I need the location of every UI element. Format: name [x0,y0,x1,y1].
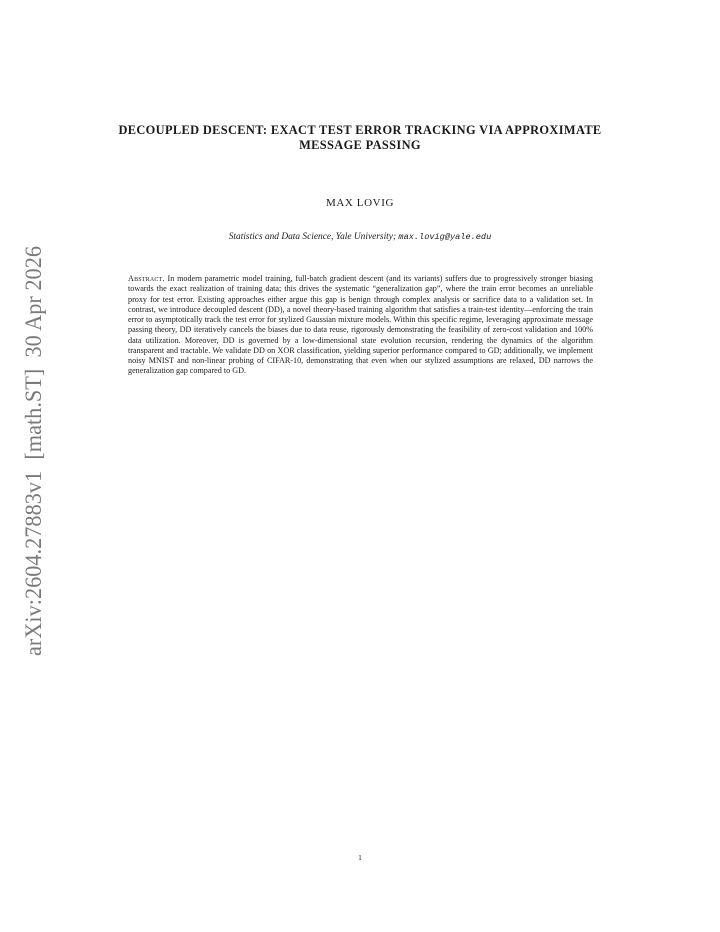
page-number: 1 [358,853,362,862]
author-email: max.lovig@yale.edu [398,232,492,242]
affiliation-text: Statistics and Data Science, Yale University; [228,232,397,242]
abstract-body: In modern parametric model training, full-batch gradient descent (and its variants) suffers due to progressively stronger biasing towards the exact realization of training data; this drives the systematic “generalization gap”, where the train error becomes an unreliable proxy for test error. Existing approaches either argue this gap is benign through complex analysis or sacrifice data to a validation set. In contrast, we introduce decoupled descent (DD), a novel theory-based training algorithm that satisfies a train-test identity—enforcing the train error to asymptotically track the test error for stylized Gaussian mixture models. Within this specific regime, leveraging approximate message passing theory, DD iteratively cancels the biases due to data reuse, rigorously demonstrating the feasibility of zero-cost validation and 100% data utilization. Moreover, DD is governed by a low-dimensional state evolution recursion, rendering the dynamics of the algorithm transparent and tractable. We validate DD on XOR classification, yielding superior performance compared to GD; additionally, we implement noisy MNIST and non-linear probing of CIFAR-10, demonstrating that even when our stylized assumptions are relaxed, DD narrows the generalization gap compared to GD. [128,274,593,376]
abstract [128,274,593,377]
paper-title: DECOUPLED DESCENT: EXACT TEST ERROR TRACKING VIA APPROXIMATE MESSAGE PASSING [118,123,602,153]
author-affiliation [110,232,610,242]
abstract-heading: Abstract. [128,274,165,283]
author-name: MAX LOVIG [325,197,395,209]
arxiv-stamp-svg [14,223,50,658]
arxiv-identifier: arXiv:2604.27883v1 [math.ST] 30 Apr 2026 [21,223,47,656]
arxiv-identifier-stamp [14,223,50,658]
